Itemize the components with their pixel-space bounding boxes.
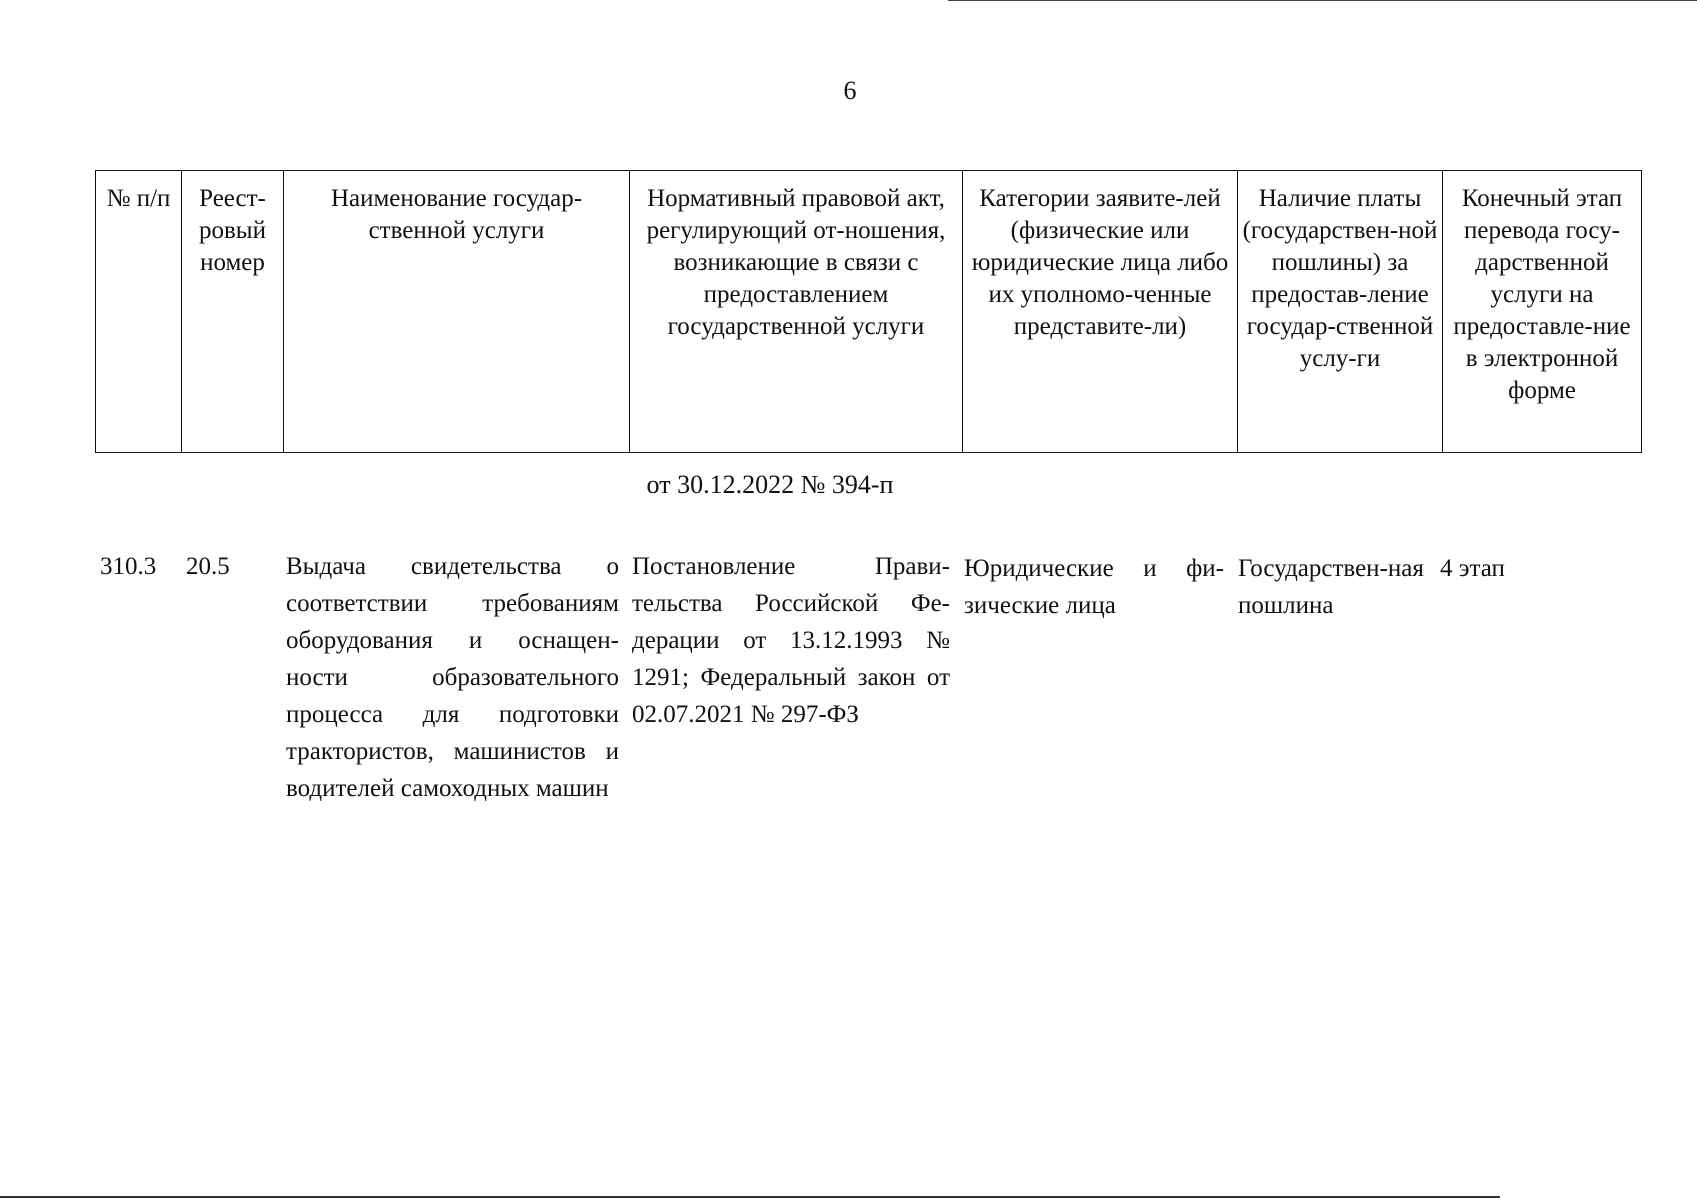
- header-col-num: № п/п: [96, 171, 182, 453]
- header-col-stage: Конечный этап перевода госу-дарственной услуги на предоставле-ние в электронной форме: [1443, 171, 1642, 453]
- row-service-name: Выдача свидетельства о соответствии требованиям оборудования и оснащен-ности образовательного процесса для подготовки трактористов, машинистов и водителей самоходных машин: [286, 553, 619, 802]
- header-col-act: Нормативный правовой акт, регулирующий от-ношения, возникающие в связи с предоставлением государственной услуги: [630, 171, 963, 453]
- row-num: 310.3: [100, 553, 157, 580]
- header-col-fee: Наличие платы (государствен-ной пошлины) за предостав-ление государ-ственной услу-ги: [1238, 171, 1443, 453]
- bottom-scan-rule: [0, 1196, 1500, 1198]
- row-stage: 4 этап: [1440, 555, 1505, 582]
- row-fee: Государствен-ная пошлина: [1238, 555, 1424, 619]
- header-row: [96, 171, 1642, 453]
- page-number: 6: [843, 76, 857, 105]
- services-header-table: [95, 170, 1642, 453]
- top-scan-rule: [948, 0, 1697, 1]
- header-col-registry: Реест-ровый номер: [182, 171, 284, 453]
- header-col-name: Наименование государ-ственной услуги: [284, 171, 630, 453]
- document-reference: от 30.12.2022 № 394-п: [646, 470, 894, 499]
- row-registry: 20.5: [186, 553, 230, 580]
- row-applicants: Юридические и фи-зические лица: [964, 555, 1224, 619]
- row-legal-act: Постановление Прави-тельства Российской Фе-дерации от 13.12.1993 № 1291; Федеральный закон от 02.07.2021 № 297-ФЗ: [632, 553, 950, 728]
- header-col-applicants: Категории заявите-лей (физические или юридические лица либо их уполномо-ченные представите-ли): [963, 171, 1238, 453]
